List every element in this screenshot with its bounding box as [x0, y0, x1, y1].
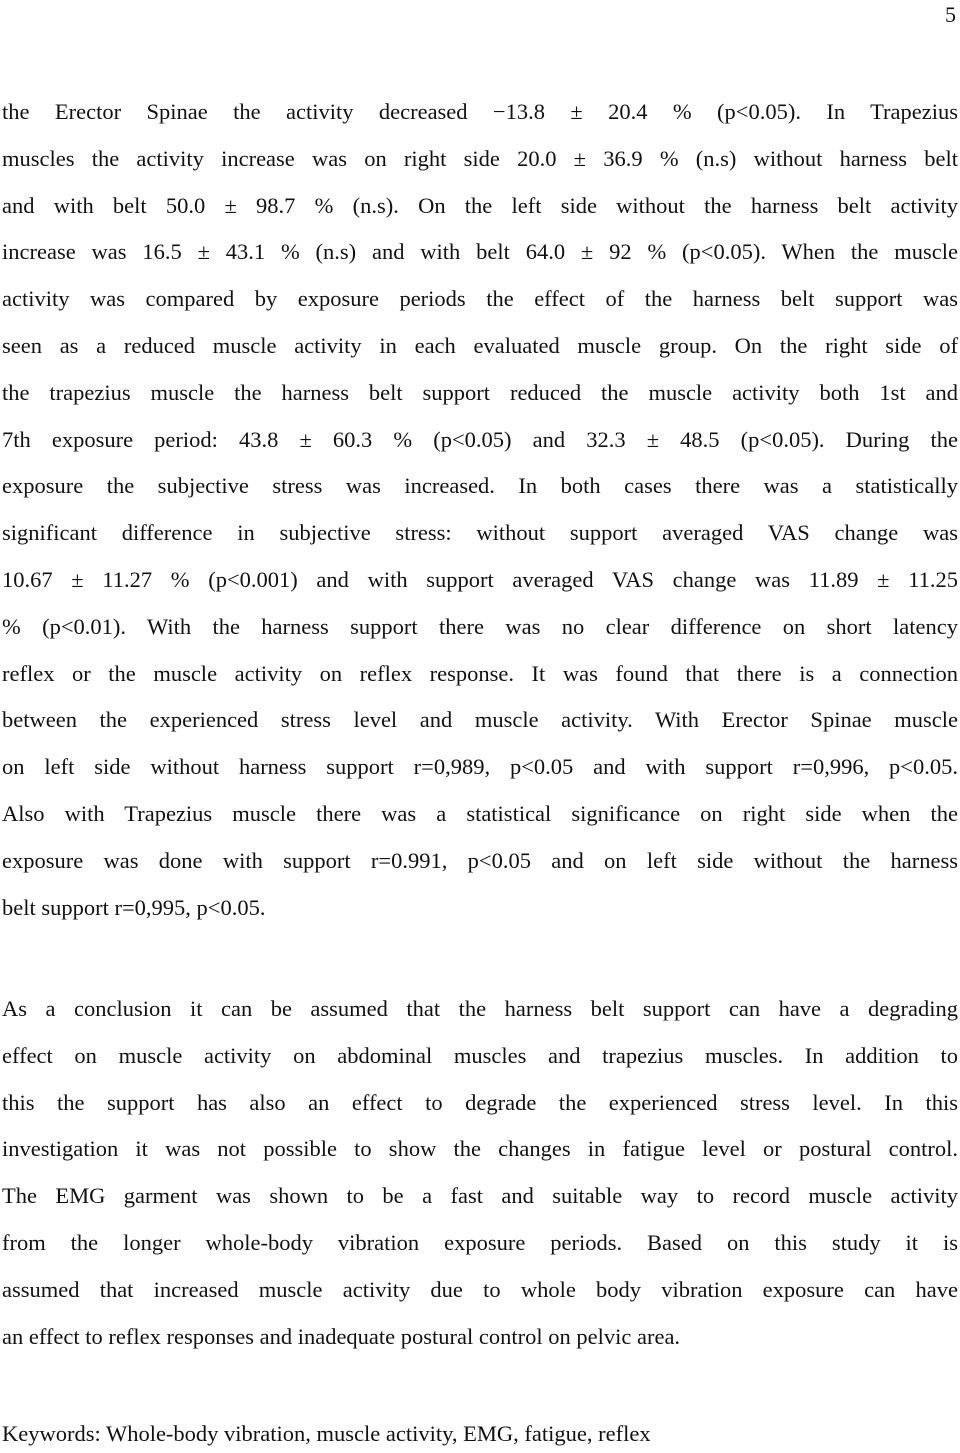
text-line: reflex or the muscle activity on reflex response. It was found that there is a connection [2, 660, 958, 686]
text-line: seen as a reduced muscle activity in each evaluated muscle group. On the right side of [2, 332, 958, 358]
text-line: between the experienced stress level and muscle activity. With Erector Spinae muscle [2, 707, 958, 733]
text-line: the trapezius muscle the harness belt support reduced the muscle activity both 1st and [2, 379, 958, 405]
text-line: on left side without harness support r=0,989, p<0.05 and with support r=0,996, p<0.05. [2, 754, 958, 780]
text-line: an effect to reflex responses and inadequate postural control on pelvic area. [2, 1323, 681, 1349]
text-line: As a conclusion it can be assumed that the harness belt support can have a degrading [2, 996, 958, 1021]
text-line: Also with Trapezius muscle there was a statistical significance on right side when the [2, 800, 958, 826]
text-line: exposure the subjective stress was increased. In both cases there was a statistically [2, 473, 958, 499]
text-line: belt support r=0,995, p<0.05. [2, 894, 266, 920]
text-line: and with belt 50.0 ± 98.7 % (n.s). On the left side without the harness belt activity [2, 192, 958, 218]
conclusion-paragraph [2, 986, 958, 1360]
text-line: from the longer whole-body vibration exposure periods. Based on this study it is [2, 1229, 958, 1255]
text-line: 10.67 ± 11.27 % (p<0.001) and with support averaged VAS change was 11.89 ± 11.25 [2, 566, 958, 592]
text-line: % (p<0.01). With the harness support there was no clear difference on short latency [2, 613, 958, 639]
text-line: 7th exposure period: 43.8 ± 60.3 % (p<0.05) and 32.3 ± 48.5 (p<0.05). During the [2, 426, 958, 452]
text-line: significant difference in subjective stress: without support averaged VAS change was [2, 520, 958, 546]
text-line: effect on muscle activity on abdominal muscles and trapezius muscles. In addition to [2, 1042, 958, 1068]
text-line: the Erector Spinae the activity decreased −13.8 ± 20.4 % (p<0.05). In Trapezius [2, 99, 958, 124]
page-number: 5 [945, 2, 956, 27]
text-line: investigation it was not possible to show the changes in fatigue level or postural control. [2, 1136, 958, 1162]
text-line: assumed that increased muscle activity due to whole body vibration exposure can have [2, 1276, 958, 1302]
text-line: this the support has also an effect to degrade the experienced stress level. In this [2, 1089, 958, 1115]
text-line: muscles the activity increase was on right side 20.0 ± 36.9 % (n.s) without harness belt [2, 145, 958, 171]
text-line: increase was 16.5 ± 43.1 % (n.s) and with belt 64.0 ± 92 % (p<0.05). When the muscle [2, 239, 958, 265]
keywords-line: Keywords: Whole-body vibration, muscle activity, EMG, fatigue, reflex [2, 1421, 651, 1446]
text-line: exposure was done with support r=0.991, p<0.05 and on left side without the harness [2, 847, 958, 873]
text-line: The EMG garment was shown to be a fast and suitable way to record muscle activity [2, 1183, 958, 1209]
results-paragraph [2, 89, 958, 931]
text-line: activity was compared by exposure periods the effect of the harness belt support was [2, 286, 958, 312]
